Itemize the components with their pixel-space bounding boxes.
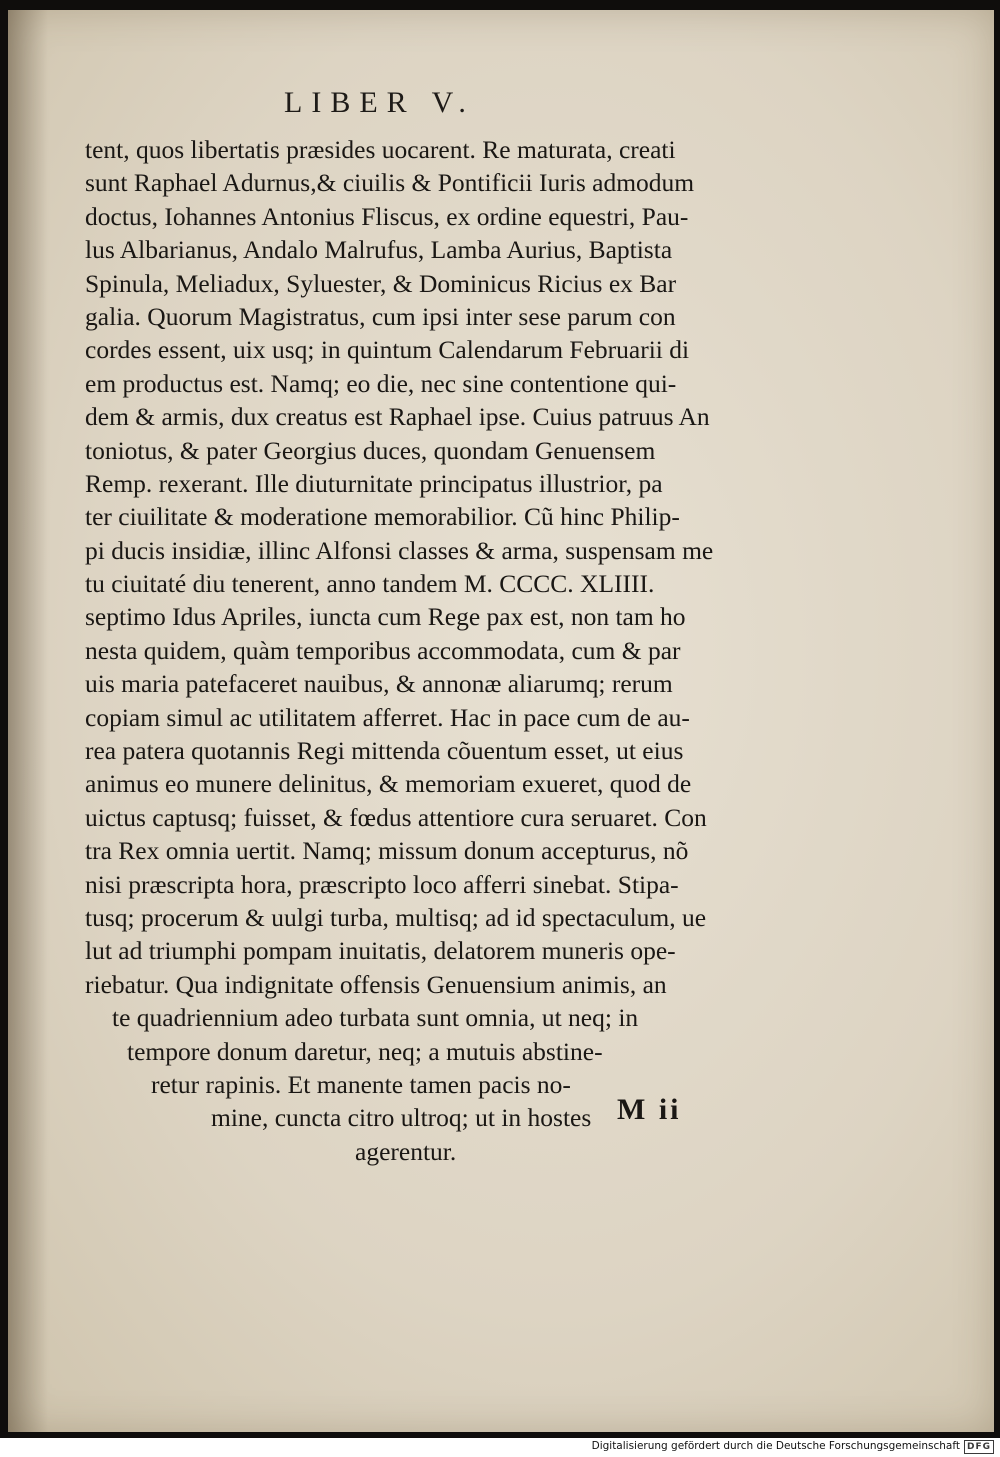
text-line: retur rapinis. Et manente tamen pacis no- [151, 1069, 571, 1099]
text-line: nisi præscripta hora, præscripto loco afferri sinebat. Stipa- [85, 869, 679, 899]
text-line: Remp. rexerant. Ille diuturnitate principatus illustrior, pa [85, 468, 663, 498]
text-line: te quadriennium adeo turbata sunt omnia, ut neq; in [112, 1003, 639, 1033]
text-line: lut ad triumphi pompam inuitatis, delatorem muneris ope- [85, 936, 676, 966]
text-line: Spinula, Meliadux, Syluester, & Dominicus Ricius ex Bar [85, 268, 677, 298]
text-line: mine, cuncta citro ultroq; ut in hostes [211, 1103, 592, 1133]
text-line: animus eo munere delinitus, & memoriam exueret, quod de [85, 769, 692, 799]
text-line: doctus, Iohannes Antonius Fliscus, ex ordine equestri, Pau- [85, 201, 689, 231]
digitization-footer [0, 1438, 1000, 1457]
text-line: dem & armis, dux creatus est Raphael ipse. Cuius patruus An [85, 402, 710, 432]
text-line: ter ciuilitate & moderatione memorabilior. Cũ hinc Philip- [85, 502, 680, 532]
text-line: galia. Quorum Magistratus, cum ipsi inter sese parum con [85, 301, 676, 331]
text-line: tempore donum daretur, neq; a mutuis abstine- [127, 1036, 603, 1066]
text-line: agerentur. [355, 1136, 457, 1166]
text-line: tent, quos libertatis præsides uocarent. Re maturata, creati [85, 135, 676, 164]
text-line: pi ducis insidiæ, illinc Alfonsi classes & arma, suspensam me [85, 535, 714, 565]
funding-credit: Digitalisierung gefördert durch die Deutsche Forschungsgemeinschaft [591, 1440, 960, 1452]
text-line: riebatur. Qua indignitate offensis Genuensium animis, an [85, 969, 667, 999]
text-line: copiam simul ac utilitatem afferret. Hac in pace cum de au- [85, 702, 690, 732]
text-line: sunt Raphael Adurnus,& ciuilis & Pontificii Iuris admodum [85, 168, 695, 198]
text-line: toniotus, & pater Georgius duces, quondam Genuensem [85, 435, 656, 465]
text-line: tusq; procerum & uulgi turba, multisq; ad id spectaculum, ue [85, 902, 707, 932]
text-line: septimo Idus Apriles, iuncta cum Rege pax est, non tam ho [85, 602, 686, 632]
text-line: uictus captusq; fuisset, & fœdus attentiore cura seruaret. Con [85, 802, 707, 832]
text-line: tu ciuitaté diu tenerent, anno tandem M. CCCC. XLIIII. [85, 569, 655, 599]
text-line: em productus est. Namq; eo die, nec sine contentione qui- [85, 368, 677, 398]
text-line: rea patera quotannis Regi mittenda cõuentum esset, ut eius [85, 736, 684, 766]
signature-mark: M ii [617, 1093, 682, 1126]
text-line: uis maria patefaceret nauibus, & annonæ aliarumq; rerum [85, 669, 673, 699]
text-line: cordes essent, uix usq; in quintum Calendarum Februarii di [85, 335, 690, 365]
running-title: LIBER V. [284, 86, 475, 119]
body-text [85, 133, 805, 1168]
text-line: lus Albarianus, Andalo Malrufus, Lamba Aurius, Baptista [85, 235, 673, 265]
spine-shadow [8, 10, 48, 1432]
text-line: nesta quidem, quàm temporibus accommodata, cum & par [85, 635, 681, 665]
text-line: tra Rex omnia uertit. Namq; missum donum accepturus, nõ [85, 836, 689, 866]
dfg-logo-icon: DFG [964, 1440, 994, 1454]
